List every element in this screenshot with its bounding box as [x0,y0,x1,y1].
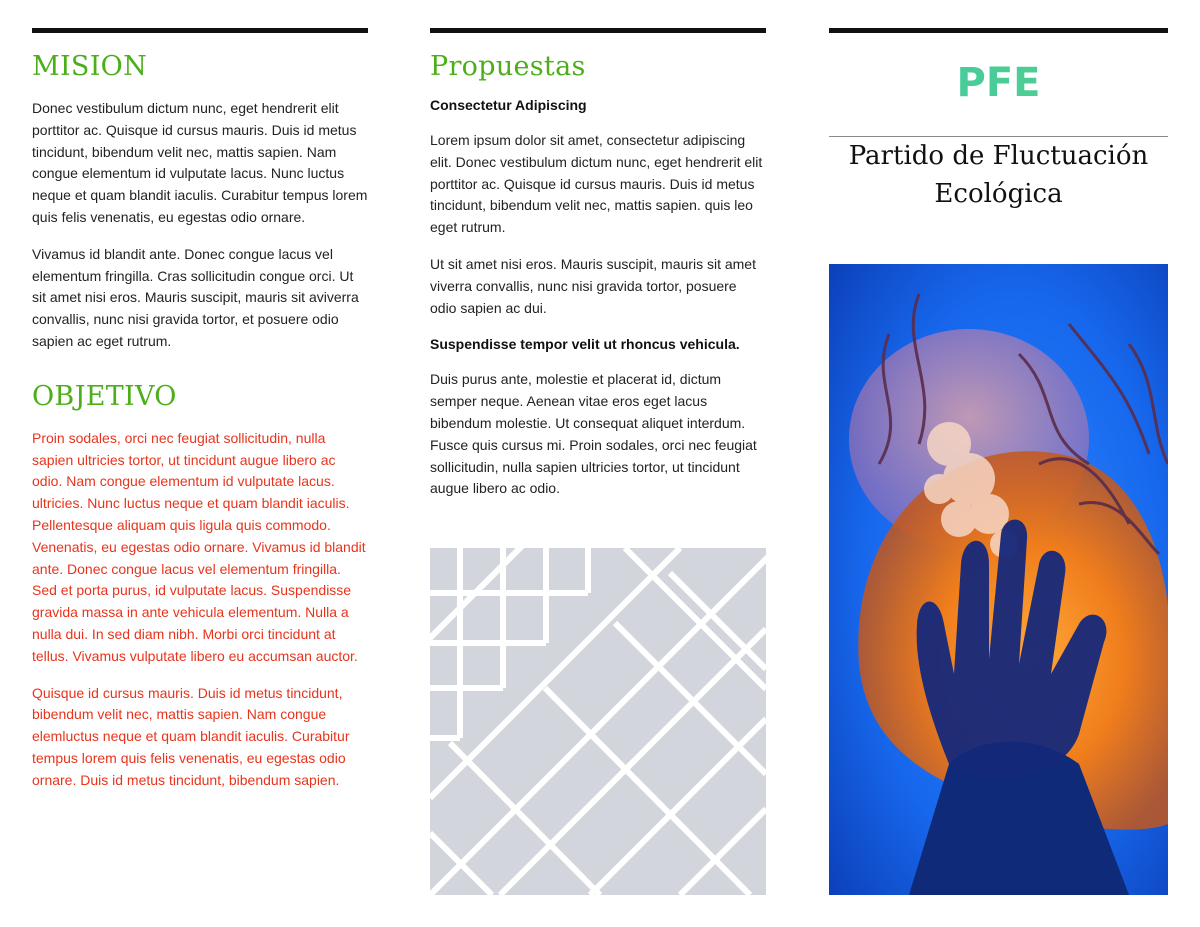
column-top-rule [829,28,1168,33]
propuestas-heading: Propuestas [430,51,586,82]
mision-paragraph-2: Vivamus id blandit ante. Donec congue lacus vel elementum fringilla. Cras sollicitudin congue orci. Ut sit amet nisi eros. Mauris suscipit, mauris sit aviverra convallis, nunc nisi gravida tortor, et posuere odio sapien ac eget rutrum. [32,245,359,349]
propuestas-paragraph-3: Duis purus ante, molestie et placerat id, dictum semper neque. Aenean vitae eros eget lacus bibendum molestie. Ut consequat aliquet interdum. Fusce quis cursus mi. Proin sodales, orci nec feugiat sollicitudin, nulla sapien ultricies tortor, ut tincidunt augue libero ac odio. [430,371,757,497]
tile-pattern-graphic [430,548,766,895]
organization-name [829,137,1168,213]
column-propuestas [430,28,766,500]
propuestas-subheading-2: Suspendisse tempor velit ut rhoncus vehicula. [430,336,740,353]
organization-name-line-2: Ecológica [934,179,1063,209]
objetivo-paragraph-1: Proin sodales, orci nec feugiat sollicitudin, nulla sapien ultricies tortor, ut tincidunt augue libero ac odio. Nam congue elementum id vulputate lacus. ultricies. Nunc luctus neque et quam blandit iaculis. Pellentesque aliquam quis ligula quis commodo. Venenatis, eu egestas odio ornare. Vivamus id blandit ante. Donec congue lacus vel elementum fringilla. Sed et porta purus, id vulputate lacus. Suspendisse gravida massa in ante vehicula elementum. Nulla a nulla dui. In sed diam nibh. Morbi orci tincidunt at tellus. Vivamus vulputate libero eu accumsan auctor. [32,429,366,664]
column-top-rule [32,28,368,33]
propuestas-paragraph-2: Ut sit amet nisi eros. Mauris suscipit, mauris sit amet viverra convallis, nunc nisi gravida tortor, posuere odio sapien ac dui. [430,255,756,316]
objetivo-heading: OBJETIVO [32,380,177,412]
column-mision [32,28,368,792]
column-top-rule [430,28,766,33]
mision-heading: MISION [32,51,148,82]
column-cover [829,28,1168,213]
pfe-logo: PFE [829,63,1168,103]
propuestas-subheading-1: Consectetur Adipiscing [430,97,587,113]
propuestas-paragraph-1: Lorem ipsum dolor sit amet, consectetur adipiscing elit. Donec vestibulum dictum nunc, eget hendrerit elit porttitor ac. Quisque id cursus mauris. Duis id metus tincidunt, bibendum velit nec, mattis sapien. quis leo eget rutrum. [430,132,763,236]
jellyfish-hand-photo [829,264,1168,895]
objetivo-paragraph-2: Quisque id cursus mauris. Duis id metus tincidunt, bibendum velit nec, mattis sapien. Nam congue elemluctus neque et quam blandit iaculis. Curabitur tempus lorem quis felis venenatis, eu egestas odio ornare. Duis id metus tincidunt, bibendum sapien. [32,684,350,788]
organization-name-line-1: Partido de Fluctuación [848,141,1149,171]
mision-paragraph-1: Donec vestibulum dictum nunc, eget hendrerit elit porttitor ac. Quisque id cursus mauris. Duis id metus tincidunt, bibendum velit nec, mattis sapien. Nam congue elementum id vulputate lacus. Nunc luctus neque et quam blandit iaculis. Curabitur tempus lorem quis felis venenatis, eu egestas odio ornare. [32,100,368,225]
